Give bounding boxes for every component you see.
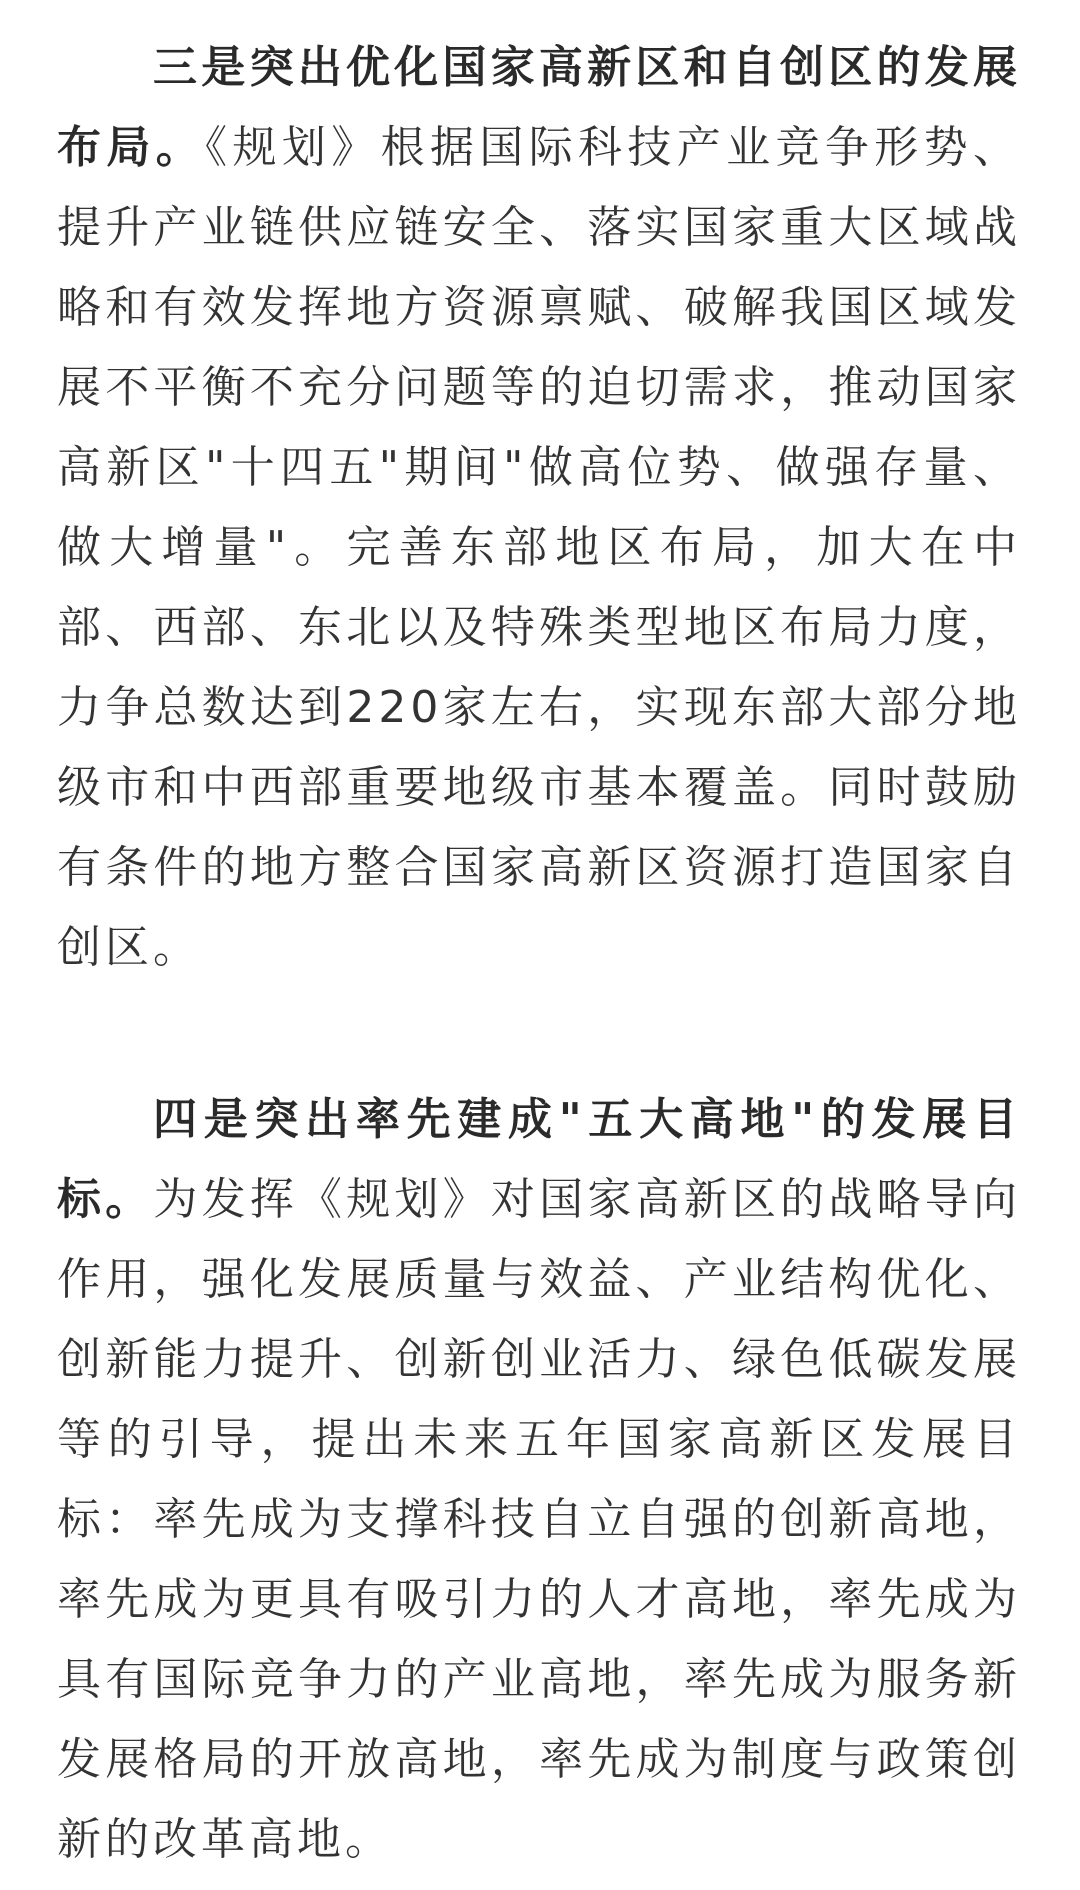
paragraph-lead-bold: 三是突出优化国家高新区和自创区的发展布局。 (57, 42, 1021, 173)
paragraph-lead-bold: 四是突出率先建成"五大高地"的发展目标。 (57, 1094, 1021, 1225)
paragraph-five-highlands-goal (57, 1080, 1021, 1880)
paragraph-body-text: 为发挥《规划》对国家高新区的战略导向作用，强化发展质量与效益、产业结构优化、创新能力提升、创新创业活力、绿色低碳发展等的引导，提出未来五年国家高新区发展目标：率先成为支撑科技自立自强的创新高地，率先成为更具有吸引力的人才高地，率先成为具有国际竞争力的产业高地，率先成为服务新发展格局的开放高地，率先成为制度与政策创新的改革高地。 (57, 1174, 1021, 1865)
paragraph-body-text: 《规划》根据国际科技产业竞争形势、提升产业链供应链安全、落实国家重大区域战略和有效发挥地方资源禀赋、破解我国区域发展不平衡不充分问题等的迫切需求，推动国家高新区"十四五"期间"做高位势、做强存量、做大增量"。完善东部地区布局，加大在中部、西部、东北以及特殊类型地区布局力度，力争总数达到220家左右，实现东部大部分地级市和中西部重要地级市基本覆盖。同时鼓励有条件的地方整合国家高新区资源打造国家自创区。 (57, 122, 1022, 973)
article-body (57, 28, 1021, 1880)
paragraph-layout-goal (57, 28, 1021, 988)
